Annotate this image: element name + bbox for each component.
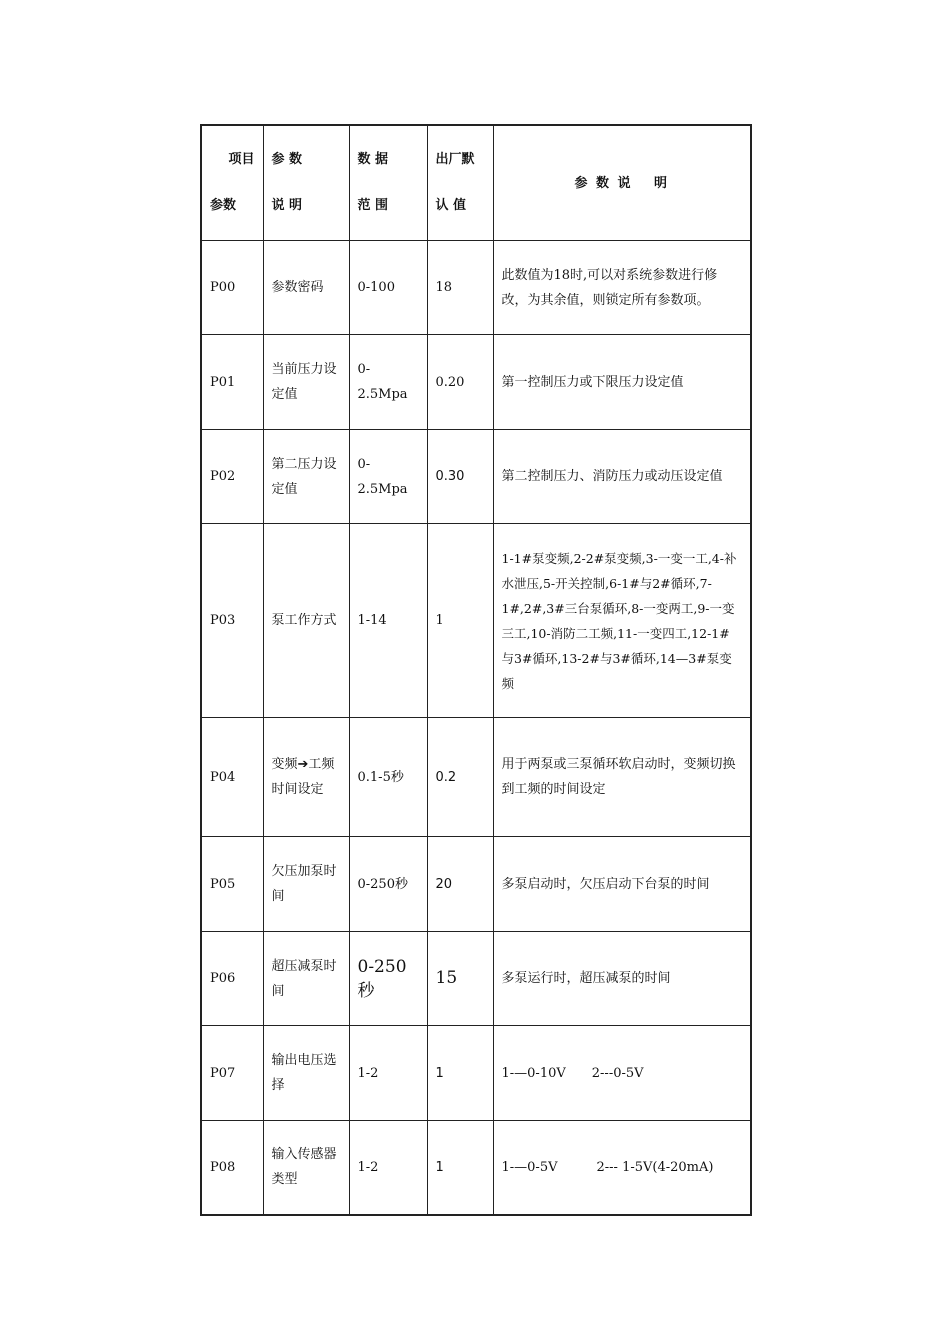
param-name: 第二压力设定值 [263,430,349,524]
param-range: 1-2 [349,1121,427,1215]
param-code: P00 [201,241,263,335]
param-range: 1-14 [349,524,427,718]
param-code: P05 [201,837,263,932]
param-range: 0-100 [349,241,427,335]
param-range: 0-2.5Mpa [349,430,427,524]
param-default: 1 [427,1121,493,1215]
param-name: 输入传感器类型 [263,1121,349,1215]
param-range: 0-250秒 [349,932,427,1026]
param-default: 0.20 [427,335,493,430]
param-range: 0.1-5秒 [349,718,427,837]
param-description: 多泵启动时，欠压启动下台泵的时间 [493,837,751,932]
param-default: 20 [427,837,493,932]
param-name: 超压减泵时间 [263,932,349,1026]
param-name: 当前压力设定值 [263,335,349,430]
header-factory-default-line2: 认 值 [435,198,467,213]
param-name: 欠压加泵时间 [263,837,349,932]
param-description: 第一控制压力或下限压力设定值 [493,335,751,430]
param-description: 1-—0-5V 2--- 1-5V(4-20mA) [493,1121,751,1215]
header-item-line2: 参数 [210,198,237,213]
table-row [201,241,751,335]
table-row [201,430,751,524]
param-name: 泵工作方式 [263,524,349,718]
table-header-row [201,125,751,241]
param-default: 18 [427,241,493,335]
table-row [201,932,751,1026]
param-code: P07 [201,1026,263,1121]
param-code: P03 [201,524,263,718]
param-description: 1-1#泵变频,2-2#泵变频,3-一变一工,4-补水泄压,5-开关控制,6-1#与2#循环,7-1#,2#,3#三台泵循环,8-一变两工,9-一变三工,10-消防二工频,11-一变四工,12-1#与3#循环,13-2#与3#循环,14—3#泵变频 [493,524,751,718]
parameter-table [200,124,752,1216]
param-default: 0.30 [427,430,493,524]
table-row [201,524,751,718]
param-code: P08 [201,1121,263,1215]
param-range: 0-250秒 [349,837,427,932]
header-param-desc [263,125,349,241]
header-factory-default [427,125,493,241]
header-param-desc-line2: 说 明 [271,198,303,213]
table-row [201,837,751,932]
param-code: P06 [201,932,263,1026]
param-default: 15 [427,932,493,1026]
table-row [201,335,751,430]
param-description: 第二控制压力、消防压力或动压设定值 [493,430,751,524]
param-range: 1-2 [349,1026,427,1121]
header-description: 参 数 说 明 [493,125,751,241]
param-name: 输出电压选择 [263,1026,349,1121]
param-description: 多泵运行时，超压减泵的时间 [493,932,751,1026]
header-factory-default-line1: 出厂默 [435,152,475,167]
param-code: P02 [201,430,263,524]
param-code: P04 [201,718,263,837]
param-code: P01 [201,335,263,430]
param-description: 用于两泵或三泵循环软启动时，变频切换到工频的时间设定 [493,718,751,837]
param-default: 1 [427,524,493,718]
header-data-range-line1: 数 据 [357,152,389,167]
param-name: 参数密码 [263,241,349,335]
param-default: 1 [427,1026,493,1121]
param-default: 0.2 [427,718,493,837]
header-data-range [349,125,427,241]
table-row [201,1121,751,1215]
table-row [201,718,751,837]
header-item-line1: 项目 [228,152,255,167]
param-range: 0-2.5Mpa [349,335,427,430]
header-item-param [201,125,263,241]
table-row [201,1026,751,1121]
param-description: 此数值为18时,可以对系统参数进行修改，为其余值，则锁定所有参数项。 [493,241,751,335]
param-description: 1-—0-10V 2---0-5V [493,1026,751,1121]
header-data-range-line2: 范 围 [357,198,389,213]
header-param-desc-line1: 参 数 [271,152,303,167]
param-name: 变频➔工频时间设定 [263,718,349,837]
